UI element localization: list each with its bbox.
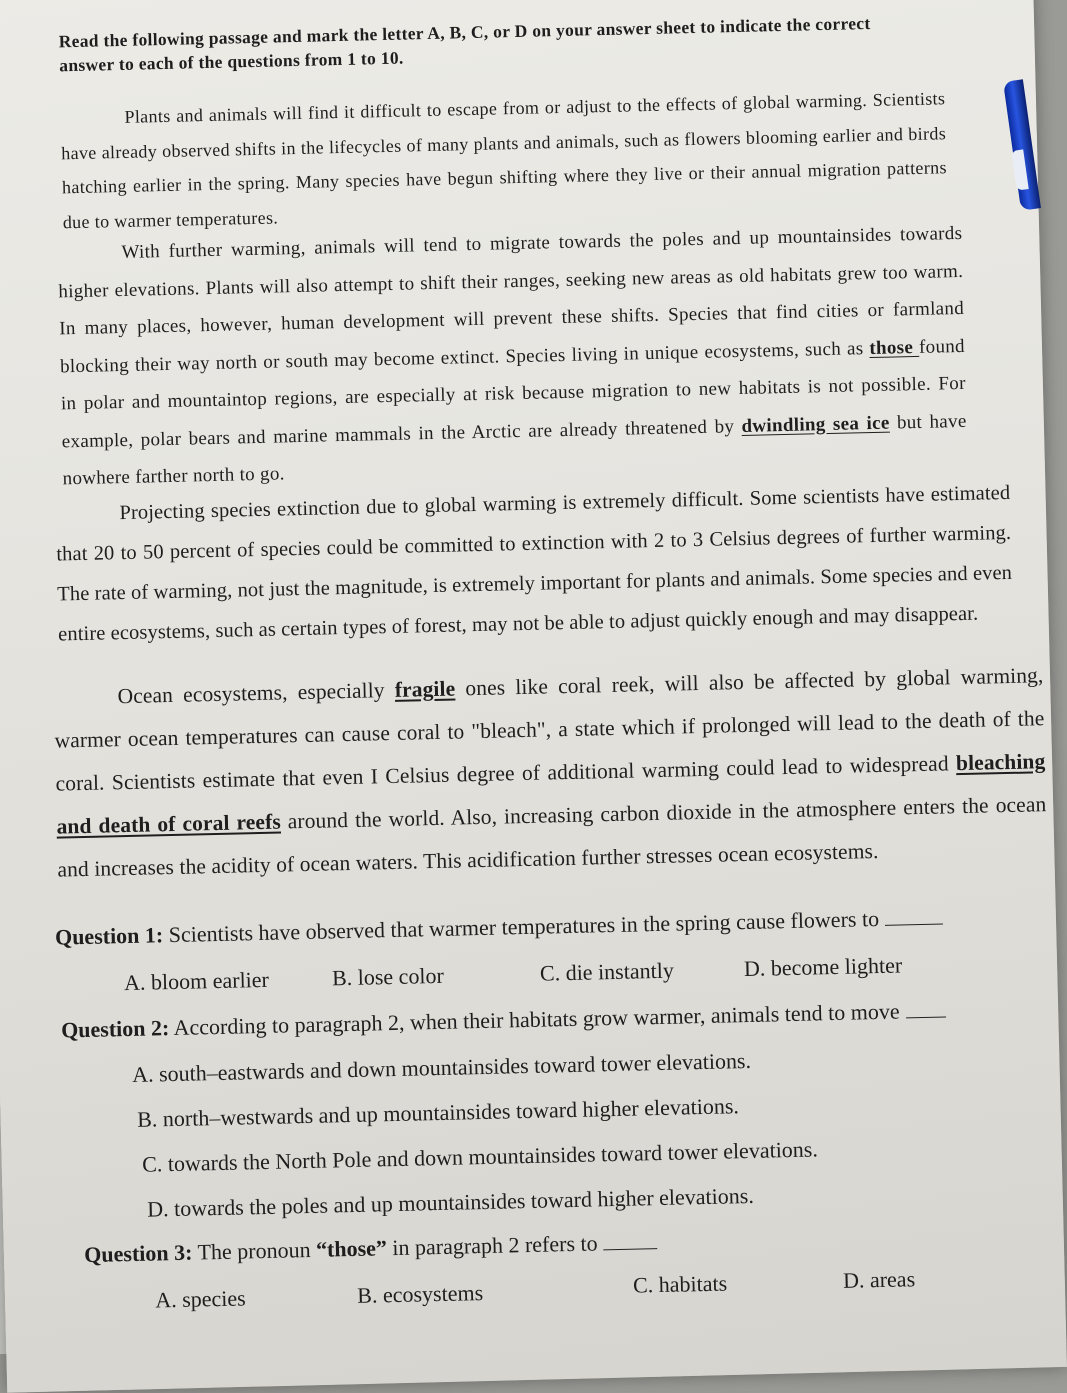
q2-option-d[interactable]: D. towards the poles and up mountainsides toward higher elevations.: [146, 1182, 755, 1222]
answer-blank: [885, 924, 943, 926]
q2-option-b[interactable]: B. north–westwards and up mountainsides toward higher elevations.: [136, 1093, 740, 1132]
q3-option-a[interactable]: A. species: [155, 1285, 246, 1313]
paragraph-4-text-b: ones like coral reek, will also be affected by global warming, warmer ocean temperatures can cause coral to "bleach", a state which if prolonged will lead to the death of the coral. Scientists estimate that even I Celsius degree of additional warming could lead to widespread: [54, 663, 1045, 796]
q3-option-b[interactable]: B. ecosystems: [356, 1280, 484, 1308]
q3-option-c[interactable]: C. habitats: [632, 1270, 728, 1298]
paragraph-1-text: Plants and animals will find it difficult to escape from or adjust to the effects of global warming. Scientists have already observed shifts in the lifecycles of many plants and animals, such as flowers blooming earlier and birds hatching earlier in the spring. Many species have begun shifting where they live or their annual migration patterns due to warmer temperatures.: [61, 88, 948, 232]
q1-option-a[interactable]: A. bloom earlier: [123, 966, 270, 996]
underlined-bleaching-and-death: bleaching and death of coral reefs: [56, 749, 1046, 839]
paragraph-2-text-b: found in polar and mountaintop regions, are especially at risk because migration to new habitats is not possible. For example, polar bears and marine mammals in the Arctic are already threatened by: [60, 335, 966, 452]
passage-paragraph-1: [60, 81, 948, 239]
question-1-text: Scientists have observed that warmer temperatures in the spring cause flowers to: [168, 905, 880, 948]
paragraph-2-text-a: With further warming, animals will tend to migrate towards the poles and up mountainsides towards higher elevations. Plants will also attempt to shift their ranges, seeking new areas as old habitats grew too warm. In many places, however, human development will prevent these shifts. Species that find cities or farmland blocking their way north or south may become extinct. Species living in unique ecosystems, such as: [58, 222, 965, 377]
question-2-text: According to paragraph 2, when their habitats grow warmer, animals tend to move: [173, 998, 900, 1041]
q2-option-a[interactable]: A. south–eastwards and down mountainsides toward tower elevations.: [131, 1047, 752, 1087]
paragraph-2-text-c: but have nowhere farther north to go.: [62, 410, 967, 490]
question-1-label: Question 1:: [54, 922, 164, 950]
q1-option-d[interactable]: D. become lighter: [743, 952, 903, 982]
question-3-text-a: The pronoun: [197, 1236, 317, 1265]
question-2-label: Question 2:: [60, 1015, 170, 1043]
question-3-label: Question 3:: [83, 1239, 193, 1268]
underlined-dwindling-sea-ice: dwindling sea ice: [741, 412, 890, 437]
q3-option-d[interactable]: D. areas: [842, 1266, 916, 1293]
paragraph-4-text-c: around the world. Also, increasing carbon dioxide in the atmosphere enters the ocean and increases the acidity of ocean waters. This acidification further stresses ocean ecosystems.: [57, 792, 1047, 882]
paragraph-4-text-a: Ocean ecosystems, especially: [117, 677, 396, 709]
passage-paragraph-2: [57, 215, 968, 498]
answer-blank: [604, 1248, 658, 1250]
underlined-fragile: fragile: [394, 676, 456, 702]
passage-paragraph-4: [53, 654, 1048, 891]
q1-option-b[interactable]: B. lose color: [331, 962, 445, 991]
passage-paragraph-3: [55, 473, 1013, 655]
q2-option-c[interactable]: C. towards the North Pole and down mountainsides toward tower elevations.: [141, 1136, 819, 1177]
question-3-text-c: in paragraph 2 refers to: [386, 1230, 598, 1261]
q1-option-c[interactable]: C. die instantly: [539, 957, 675, 986]
paragraph-3-text: Projecting species extinction due to global warming is extremely difficult. Some scientists have estimated that 20 to 50 percent of species could be committed to extinction with 2 to 3 Celsius degrees of further warming. The rate of warming, not just the magnitude, is extremely important for plants and animals. Some species and even entire ecosystems, such as certain types of forest, may not be able to adjust quickly enough and may disappear.: [56, 481, 1013, 646]
question-3-quoted-word: “those”: [315, 1235, 388, 1262]
underlined-those: those: [869, 336, 920, 359]
answer-blank: [906, 1016, 946, 1018]
instruction-text: Read the following passage and mark the letter A, B, C, or D on your answer sheet to indicate the correct answer to each of the questions from 1 to 10.: [58, 12, 871, 76]
